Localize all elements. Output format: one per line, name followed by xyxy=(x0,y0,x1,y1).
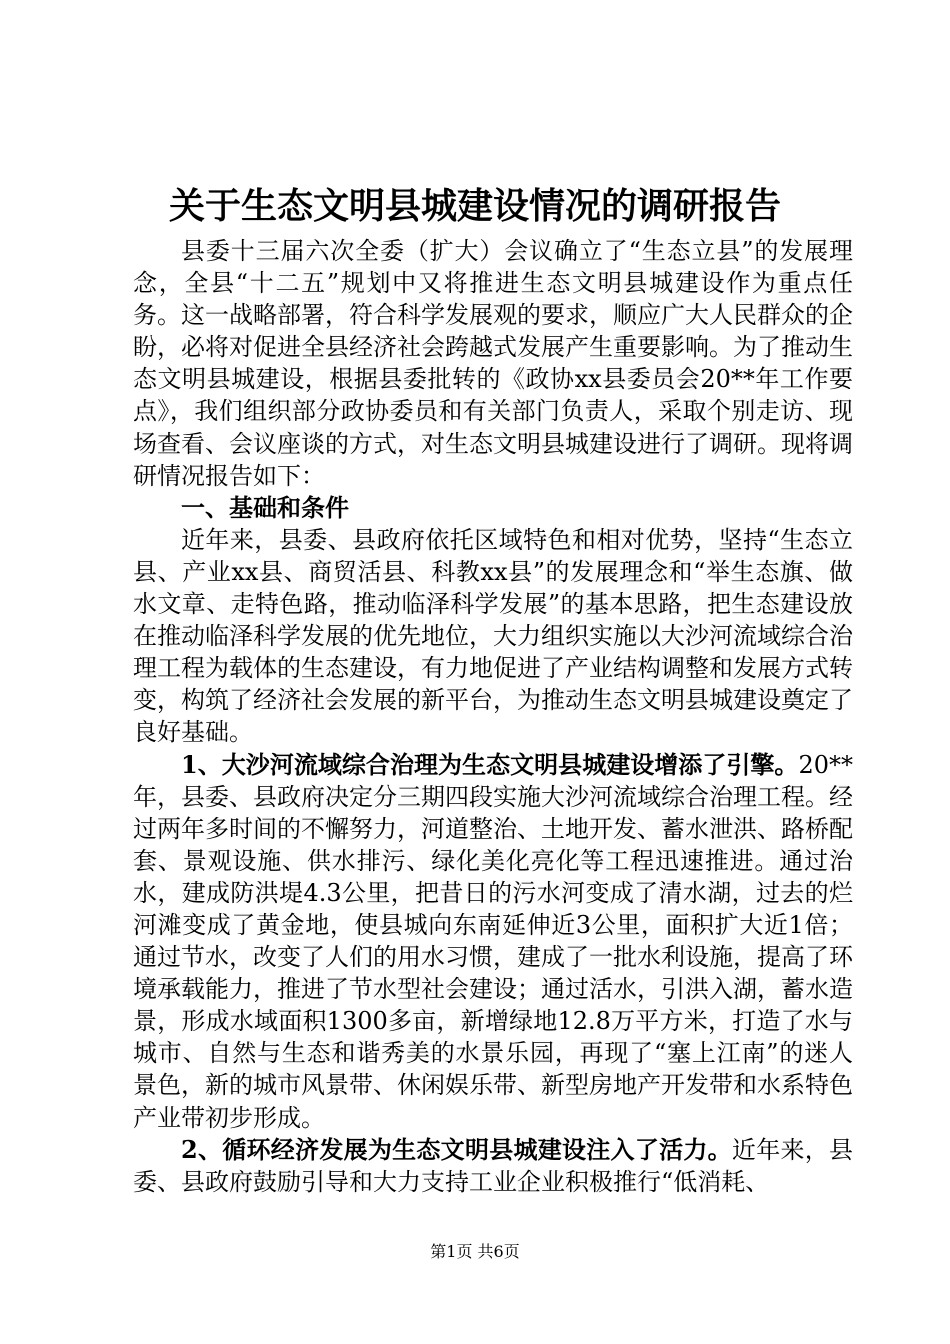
item-1-paragraph xyxy=(133,749,853,1134)
document-body xyxy=(133,235,853,1198)
item-2-lead: 2、循环经济发展为生态文明县城建设注入了活力。 xyxy=(181,1134,732,1164)
item-1-lead: 1、大沙河流域综合治理为生态文明县城建设增添了引擎。 xyxy=(181,749,799,779)
item-2-body: 近年来，县委、县政府鼓励引导和大力支持工业企业积极推行“低消耗、 xyxy=(133,1135,854,1196)
section-heading: 一、基础和条件 xyxy=(181,492,349,522)
page-footer: 第1页 共6页 xyxy=(430,1242,520,1261)
item-1-body: 20**年，县委、县政府决定分三期四段实施大沙河流域综合治理工程。经过两年多时间的不懈努力，河道整治、土地开发、蓄水泄洪、路桥配套、景观设施、供水排污、绿化美化亮化等工程迅速推进。通过治水，建成防洪堤4.3公里，把昔日的污水河变成了清水湖，过去的烂河滩变成了黄金地，使县城向东南延伸近3公里，面积扩大近1倍；通过节水，改变了人们的用水习惯，建成了一批水利设施，提高了环境承载能力，推进了节水型社会建设；通过活水，引洪入湖，蓄水造景，形成水域面积1300多亩，新增绿地12.8万平方米，打造了水与城市、自然与生态和谐秀美的水景乐园，再现了“塞上江南”的迷人景色，新的城市风景带、休闲娱乐带、新型房地产开发带和水系特色产业带初步形成。 xyxy=(133,750,853,1132)
item-2-paragraph xyxy=(133,1134,853,1198)
section-paragraph: 近年来，县委、县政府依托区域特色和相对优势，坚持“生态立县、产业xx县、商贸活县、科教xx县”的发展理念和“举生态旗、做水文章、走特色路，推动临泽科学发展”的基本思路，把生态建设放在推动临泽科学发展的优先地位，大力组织实施以大沙河流域综合治理工程为载体的生态建设，有力地促进了产业结构调整和发展方式转变，构筑了经济社会发展的新平台，为推动生态文明县城建设奠定了良好基础。 xyxy=(133,525,853,747)
document-title: 关于生态文明县城建设情况的调研报告 xyxy=(168,185,781,227)
intro-paragraph: 县委十三届六次全委（扩大）会议确立了“生态立县”的发展理念，全县“十二五”规划中又将推进生态文明县城建设作为重点任务。这一战略部署，符合科学发展观的要求，顺应广大人民群众的企盼，必将对促进全县经济社会跨越式发展产生重要影响。为了推动生态文明县城建设，根据县委批转的《政协xx县委员会20**年工作要点》，我们组织部分政协委员和有关部门负责人，采取个别走访、现场查看、会议座谈的方式，对生态文明县城建设进行了调研。现将调研情况报告如下： xyxy=(133,237,853,490)
